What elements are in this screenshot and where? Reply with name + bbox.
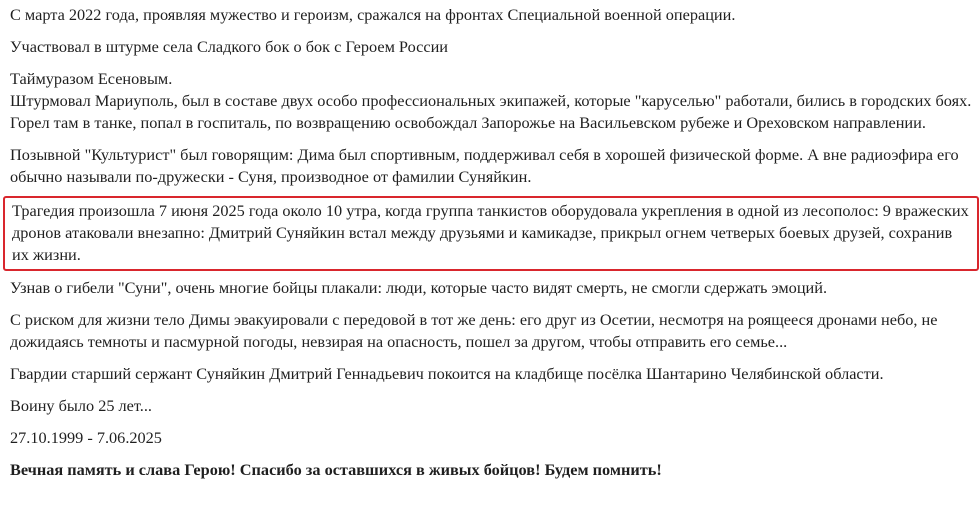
paragraph-sladkoe: Участвовал в штурме села Сладкого бок о бок с Героем России [10,37,449,56]
article-body [10,4,972,491]
paragraph-callsign: Позывной "Культурист" был говорящим: Дима был спортивным, поддерживал себя в хорошей физической форме. А вне радиоэфира его обычно называли по-дружески - Суня, производное от фамилии Суняйкин. [10,145,959,186]
paragraph-grief: Узнав о гибели "Суни", очень многие бойцы плакали: люди, которые часто видят смерть, не смогли сдержать эмоций. [10,278,828,297]
paragraph-dates: 27.10.1999 - 7.06.2025 [10,428,162,447]
paragraph-intro: С марта 2022 года, проявляя мужество и героизм, сражался на фронтах Специальной военной операции. [10,5,736,24]
paragraph-evacuation: С риском для жизни тело Димы эвакуировали с передовой в тот же день: его друг из Осетии, несмотря на роящееся дронами небо, не дожидаясь темноты и пасмурной погоды, невзирая на опасность, пошел за другом, чтобы отправить его семье... [10,310,938,351]
highlighted-block [3,196,979,271]
paragraph-tragedy: Трагедия произошла 7 июня 2025 года около 10 утра, когда группа танкистов оборудовала укрепления в одной из лесополос: 9 вражеских дронов атаковали внезапно: Дмитрий Суняйкин встал между друзьями и камикадзе, прикрыл огнем четверых боевых друзей, сохранив их жизни. [12,201,969,264]
paragraph-burial: Гвардии старший сержант Суняйкин Дмитрий Геннадьевич покоится на кладбище посёлка Шантарино Челябинской области. [10,364,884,383]
paragraph-mariupol: Штурмовал Мариуполь, был в составе двух особо профессиональных экипажей, которые "каруселью" работали, бились в городских боях. Горел там в танке, попал в госпиталь, по возвращению освобождал Запорожье на Васильевском рубеже и Ореховском направлении. [10,91,972,132]
paragraph-age: Воину было 25 лет... [10,396,152,415]
paragraph-memory: Вечная память и слава Герою! Спасибо за оставшихся в живых бойцов! Будем помнить! [10,460,662,479]
paragraph-hero-name: Таймуразом Есеновым. [10,69,173,88]
